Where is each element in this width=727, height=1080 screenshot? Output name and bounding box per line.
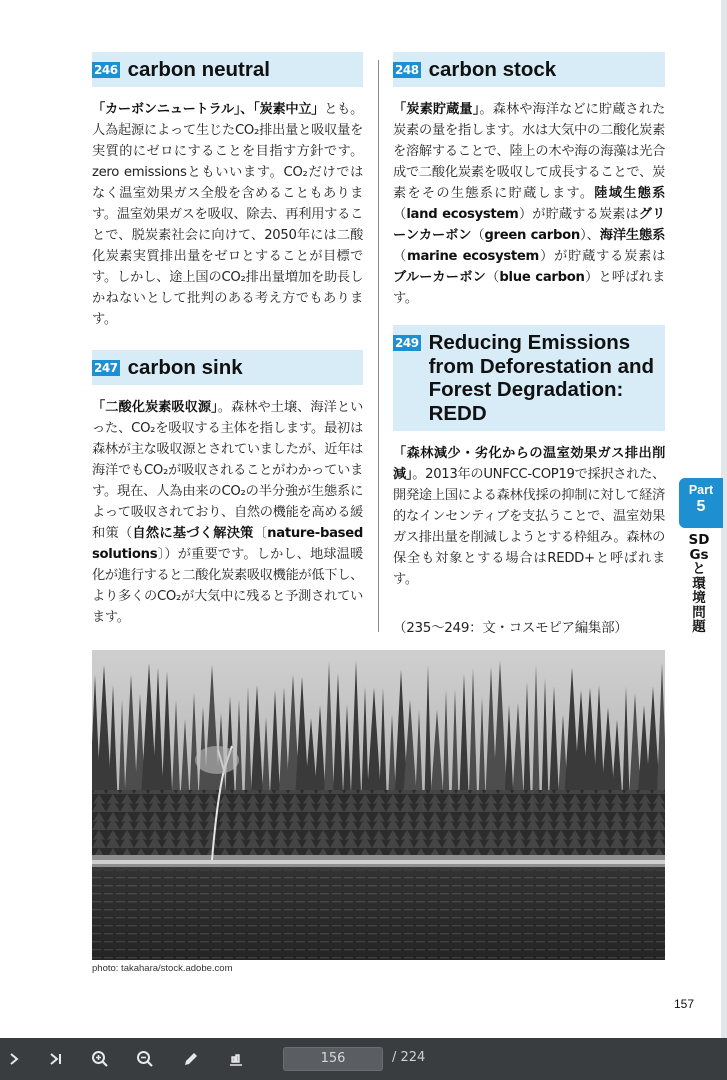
part-title: SDGsと環境問題 [688,532,710,635]
part-label: Part [688,483,714,497]
column-divider [378,60,379,632]
entry-247-header [92,350,363,385]
entry-249-header [393,325,665,431]
entry-248-title: carbon stock [428,58,557,81]
entry-247-number: 247 [94,361,118,375]
entry-246 [92,52,363,330]
entry-248-text: 「炭素貯蔵量」。森林や海洋などに貯蔵された炭素の量を指します。水は大気中の二酸化炭素を溶解することで、陸上の木や海の海藻は光合成で二酸化炭素を吸収して成長することで、炭素をその生態系に貯蔵します。陸域生態系（land ecosystem）が貯蔵する炭素はグリーンカーボン（green carbon）、海洋生態系（marine ecosystem）が貯蔵する炭素はブルーカーボン（blue carbon）と呼ばれます。 [393,102,666,306]
highlighter-icon[interactable] [222,1045,250,1073]
entry-248-header [393,52,665,87]
entry-249-text: 「森林減少・劣化からの温室効果ガス排出削減」。2013年のUNFCC-COP19で採択された、開発途上国による森林伐採の抑制に対して経済的なインセンティブを支払うことで、温室効果ガス排出量を削減しようとする枠組み。森林の保全も対象とする場合はREDD+と呼ばれます。 [393,446,665,587]
entry-247-text: 「二酸化炭素吸収源」。森林や土壌、海洋といった、CO₂を吸収する主体を指します。最初は森林が主な吸収源とされていましたが、近年は海洋でもCO₂が吸収されることがわかっています。現在、人為由来のCO₂の半分強が生態系によって吸収されており、自然の機能を高める緩和策（自然に基づく解決策〔nature-based solutions〕）が重要です。しかし、地球温暖化が進行すると二酸化炭素吸収機能が低下し、より多くのCO₂が大気中に残ると予測されています。 [92,400,364,625]
entry-248-number: 248 [395,63,419,77]
forest-lake-photo [92,650,665,960]
zoom-in-icon[interactable] [86,1045,114,1073]
last-page-icon[interactable] [42,1045,70,1073]
entry-246-number: 246 [94,63,118,77]
entry-249-number: 249 [395,336,419,350]
entry-246-title: carbon neutral [127,58,270,81]
entry-247-title: carbon sink [127,356,243,379]
pen-icon[interactable] [177,1045,205,1073]
entry-249-title: Reducing Emissions from Deforestation and Forest Degradation: REDD [428,331,655,425]
entry-247 [92,350,363,628]
page-number-input[interactable]: 156 [283,1047,383,1071]
page-number: 157 [673,997,694,1011]
part-number: 5 [696,498,706,515]
entry-248 [393,52,665,309]
part-tab [679,478,723,528]
zoom-out-icon[interactable] [131,1045,159,1073]
entry-246-header [92,52,363,87]
viewer-toolbar [0,1038,727,1080]
right-column [393,52,665,638]
author-credit: （235～249：文・コスモピア編集部） [393,620,628,636]
left-column [92,52,363,628]
photo-credit: photo: takahara/stock.adobe.com [92,963,233,974]
next-page-icon[interactable] [0,1045,28,1073]
entry-246-text: 「カーボンニュートラル」、「炭素中立」とも。人為起源によって生じたCO₂排出量と吸収量を実質的にゼロにすることを目指す方針です。zero emissionsともいいます。CO₂だけではなく温室効果ガス全般を含めることもあります。温室効果ガスを吸収、除去、再利用することで、脱炭素社会に向けて、2050年には二酸化炭素実質排出量をゼロとすることが目標です。しかし、途上国のCO₂排出量増加を助長しかねないとして批判のある考え方でもあります。 [92,102,363,327]
entry-249 [393,325,665,638]
total-pages: / 224 [392,1050,426,1065]
